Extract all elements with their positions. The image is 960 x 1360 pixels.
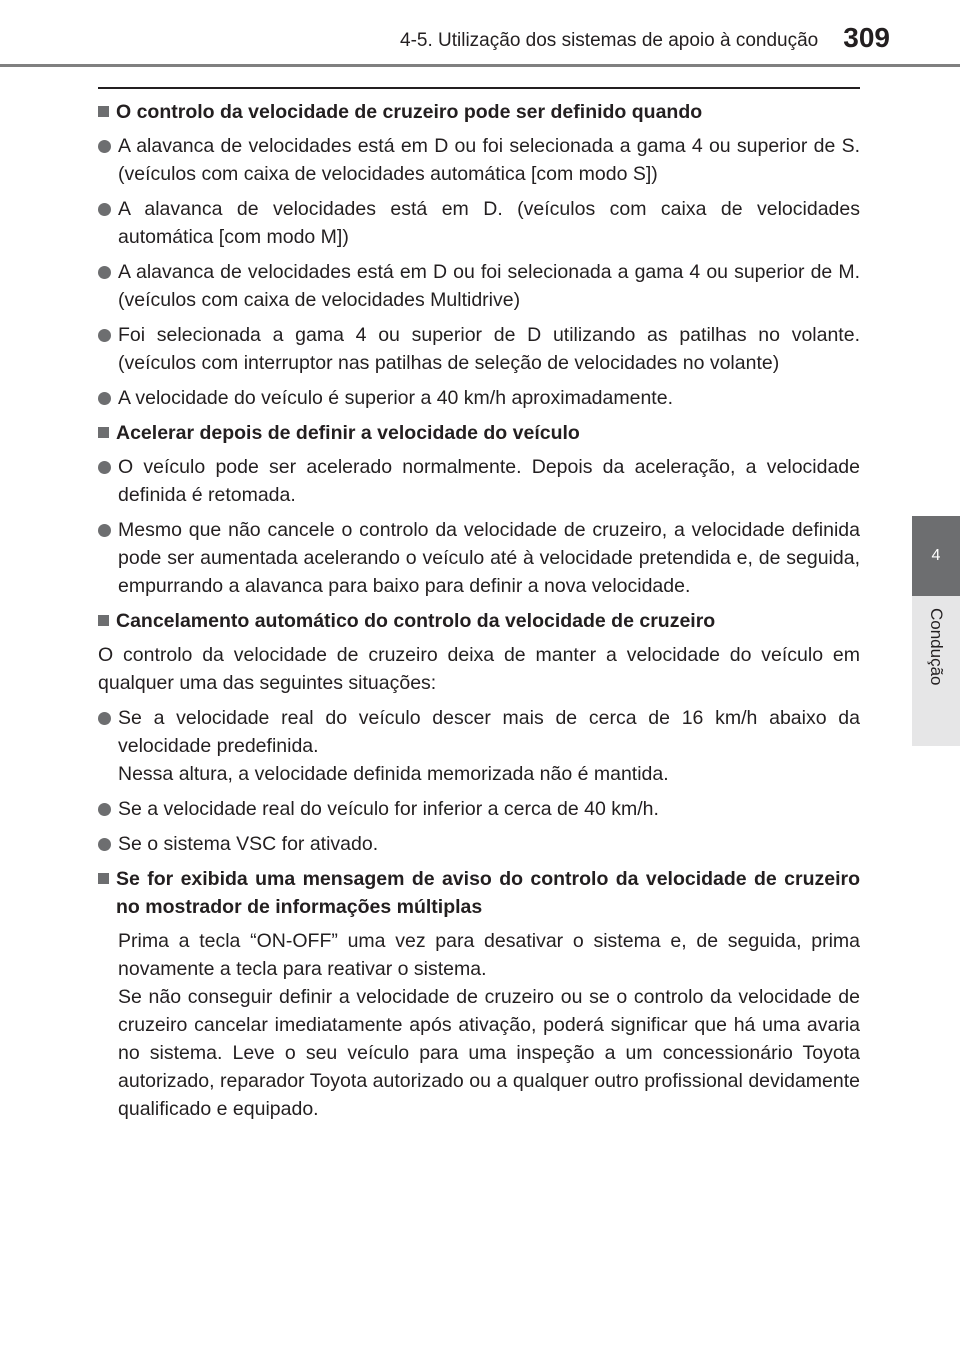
list-item bbox=[98, 516, 860, 600]
section-heading-text: O controlo da velocidade de cruzeiro pode ser definido quando bbox=[116, 101, 703, 123]
square-bullet-icon bbox=[98, 873, 109, 884]
chapter-tab-label bbox=[912, 596, 960, 746]
list-item bbox=[98, 384, 860, 412]
running-header-title: 4-5. Utilização dos sistemas de apoio à condução bbox=[400, 30, 819, 51]
list-item-text: Se a velocidade real do veículo for inferior a cerca de 40 km/h. bbox=[118, 798, 659, 820]
circle-bullet-icon bbox=[98, 140, 111, 153]
circle-bullet-icon bbox=[98, 803, 111, 816]
list-item bbox=[98, 258, 860, 314]
square-bullet-icon bbox=[98, 615, 109, 626]
circle-bullet-icon bbox=[98, 329, 111, 342]
page-number: 309 bbox=[843, 22, 890, 53]
section-heading-text: Se for exibida uma mensagem de aviso do controlo da velocidade de cruzeiro no mostrador de informações múltiplas bbox=[116, 868, 860, 918]
circle-bullet-icon bbox=[98, 461, 111, 474]
body-paragraph: Se não conseguir definir a velocidade de cruzeiro ou se o controlo da velocidade de cruzeiro cancelar imediatamente após ativação, poderá significar que há uma avaria no sistema. Leve o seu veículo para uma inspeção a um concessionário Toyota autorizado, reparador Toyota autorizado ou a qualquer outro profissional devidamente qualificado e equipado. bbox=[118, 986, 860, 1120]
list-item-text: O veículo pode ser acelerado normalmente. Depois da aceleração, a velocidade definida é retomada. bbox=[118, 456, 860, 506]
section-heading-text: Acelerar depois de definir a velocidade do veículo bbox=[116, 422, 580, 444]
circle-bullet-icon bbox=[98, 392, 111, 405]
list-item bbox=[98, 453, 860, 509]
list-item bbox=[98, 195, 860, 251]
chapter-tab-number: 4 bbox=[912, 516, 960, 596]
list-item-text: A velocidade do veículo é superior a 40 km/h aproximadamente. bbox=[118, 387, 673, 409]
list-item bbox=[98, 704, 860, 788]
list-item-text: A alavanca de velocidades está em D. (veículos com caixa de velocidades automática [com modo M]) bbox=[118, 198, 860, 248]
section-heading bbox=[98, 419, 860, 447]
chapter-tab-label-text: Condução bbox=[927, 608, 946, 686]
section-heading bbox=[98, 865, 860, 921]
circle-bullet-icon bbox=[98, 712, 111, 725]
list-item bbox=[98, 132, 860, 188]
section-intro: O controlo da velocidade de cruzeiro deixa de manter a velocidade do veículo em qualquer uma das seguintes situações: bbox=[98, 644, 860, 694]
body-paragraph: Prima a tecla “ON-OFF” uma vez para desativar o sistema e, de seguida, prima novamente a tecla para reativar o sistema. bbox=[118, 930, 860, 980]
list-item-text: A alavanca de velocidades está em D ou foi selecionada a gama 4 ou superior de S. (veículos com caixa de velocidades automática [com modo S]) bbox=[118, 135, 860, 185]
list-item bbox=[98, 795, 860, 823]
list-item bbox=[98, 321, 860, 377]
section-heading-text: Cancelamento automático do controlo da velocidade de cruzeiro bbox=[116, 610, 716, 632]
list-item bbox=[98, 830, 860, 858]
circle-bullet-icon bbox=[98, 524, 111, 537]
square-bullet-icon bbox=[98, 427, 109, 438]
page-content bbox=[98, 98, 860, 1130]
section-body bbox=[118, 927, 860, 1123]
square-bullet-icon bbox=[98, 106, 109, 117]
list-item-text: Se o sistema VSC for ativado. bbox=[118, 833, 379, 855]
list-item-text: Se a velocidade real do veículo descer mais de cerca de 16 km/h abaixo da velocidade predefinida. bbox=[118, 707, 860, 757]
circle-bullet-icon bbox=[98, 838, 111, 851]
section-heading bbox=[98, 607, 860, 635]
list-item-text: A alavanca de velocidades está em D ou foi selecionada a gama 4 ou superior de M. (veículos com caixa de velocidades Multidrive) bbox=[118, 261, 860, 311]
circle-bullet-icon bbox=[98, 203, 111, 216]
header-divider bbox=[0, 64, 960, 67]
list-item-text: Foi selecionada a gama 4 ou superior de D utilizando as patilhas no volante. (veículos com interruptor nas patilhas de seleção de velocidades no volante) bbox=[118, 324, 860, 374]
section-heading bbox=[98, 98, 860, 126]
list-item-text: Mesmo que não cancele o controlo da velocidade de cruzeiro, a velocidade definida pode ser aumentada acelerando o veículo até à velocidade pretendida e, de seguida, empurrando a alavanca para baixo para definir a nova velocidade. bbox=[118, 519, 860, 597]
content-top-rule bbox=[98, 87, 860, 89]
circle-bullet-icon bbox=[98, 266, 111, 279]
list-item-note: Nessa altura, a velocidade definida memorizada não é mantida. bbox=[118, 763, 669, 785]
